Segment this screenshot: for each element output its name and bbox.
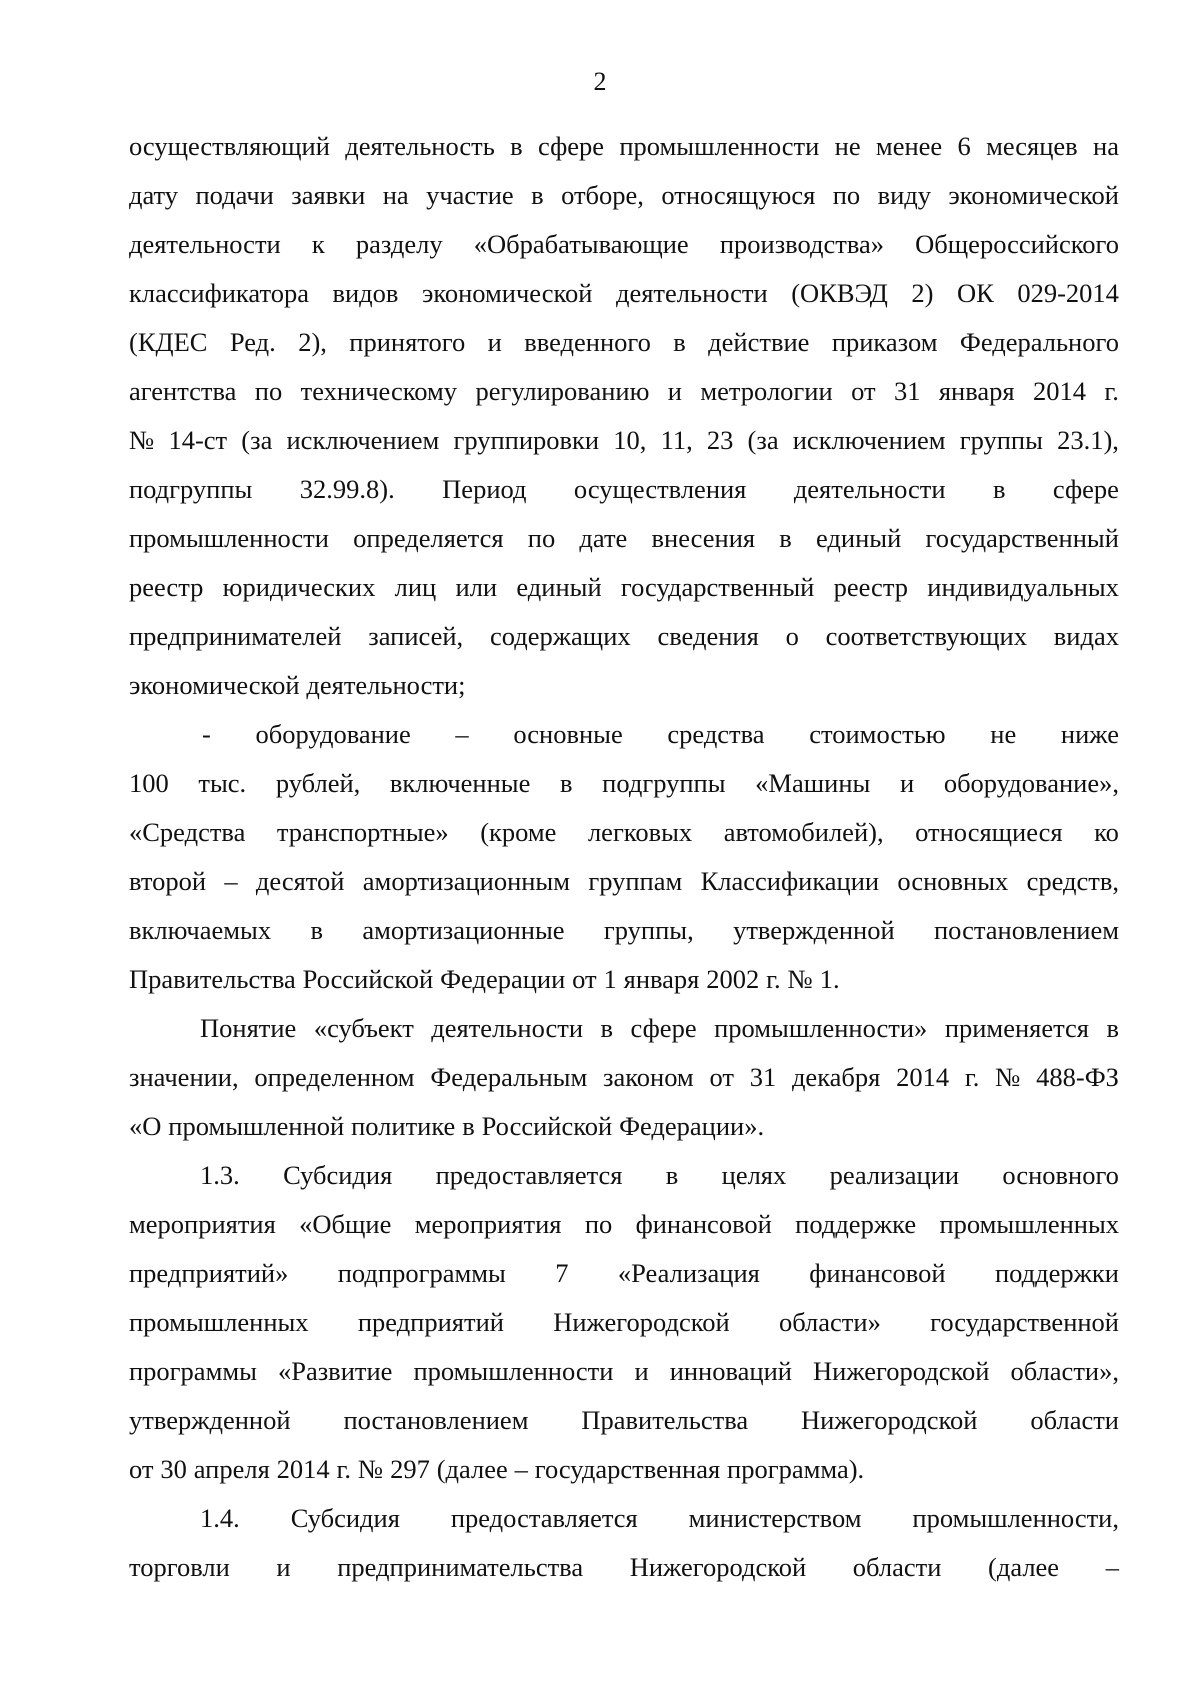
word: – [1105, 1552, 1119, 1582]
word: поддержки [994, 1258, 1119, 1288]
document-body [129, 122, 1119, 1592]
word: «Развитие [277, 1356, 393, 1386]
word: основного [1002, 1160, 1119, 1190]
word: предприятий [357, 1307, 504, 1337]
word: «Средства [129, 817, 246, 847]
word: деятельности [129, 229, 281, 259]
word: предоставляется [450, 1503, 638, 1533]
word: относящуюся [661, 180, 816, 210]
word: классификатора [129, 278, 309, 308]
word: соответствующих [825, 621, 1027, 651]
word: сфере [630, 1013, 697, 1043]
word: в [531, 180, 544, 210]
word: 11, [660, 425, 693, 455]
text-line [129, 1151, 1119, 1200]
word: 2014 [276, 1454, 330, 1484]
word: января [623, 964, 700, 994]
word: по [527, 523, 556, 553]
word: января [938, 376, 1015, 406]
word: Российской [481, 1111, 613, 1141]
word: и [487, 327, 502, 357]
text-line [129, 465, 1119, 514]
word: и [634, 1356, 649, 1386]
word: месяцев [986, 131, 1078, 161]
word: в [779, 523, 792, 553]
word: от [129, 1454, 154, 1484]
word: по [584, 1209, 613, 1239]
word: Российской [302, 964, 434, 994]
word: не [990, 719, 1017, 749]
word: подпрограммы [337, 1258, 506, 1288]
word: метрологии [700, 376, 833, 406]
word: финансовой [635, 1209, 772, 1239]
word: программа). [727, 1454, 865, 1484]
word: в [560, 768, 573, 798]
word: определенном [254, 1062, 415, 1092]
word: записей, [368, 621, 464, 651]
word: Федеральным [430, 1062, 588, 1092]
word: 30 [160, 1454, 187, 1484]
text-line [129, 857, 1119, 906]
word: юридических [222, 572, 376, 602]
word: второй [129, 866, 207, 896]
word: легковых [587, 817, 693, 847]
word: сведения [657, 621, 759, 651]
word: области», [1010, 1356, 1119, 1386]
word: деятельности [431, 1013, 583, 1043]
word: области [852, 1552, 942, 1582]
word: основные [513, 719, 623, 749]
word: осуществляющий [129, 131, 330, 161]
word: сфере [1052, 474, 1119, 504]
word: применяется [944, 1013, 1089, 1043]
word: «О [129, 1111, 162, 1141]
word: единый [816, 523, 902, 553]
word: виду [877, 180, 931, 210]
word: апреля [193, 1454, 270, 1484]
text-line [129, 955, 1119, 1004]
word: 23 [706, 425, 734, 455]
word: экономической [421, 278, 593, 308]
word: области» [778, 1307, 881, 1337]
word: по [254, 376, 283, 406]
word: утвержденной [129, 1405, 291, 1435]
word: «Обрабатывающие [473, 229, 689, 259]
word: промышленности [129, 523, 329, 553]
word: автомобилей), [723, 817, 884, 847]
word: Период [442, 474, 527, 504]
word: государственная [534, 1454, 721, 1484]
word: (за [241, 425, 273, 455]
word: «Общие [299, 1209, 392, 1239]
word: промышленных [129, 1307, 309, 1337]
word: Федерации». [619, 1111, 765, 1141]
word: Правительства [581, 1405, 749, 1435]
word: (ОКВЭД [791, 278, 888, 308]
word: и [667, 376, 682, 406]
word: № [357, 1454, 384, 1484]
word: торговли [129, 1552, 230, 1582]
page-number: 2 [593, 67, 607, 96]
word: рублей, [275, 768, 361, 798]
word: промышленности» [714, 1013, 928, 1043]
word: по [832, 180, 861, 210]
text-line [129, 1347, 1119, 1396]
word: заявки [291, 180, 366, 210]
word: политике [351, 1111, 456, 1141]
word: оборудование [255, 719, 411, 749]
word: приказом [831, 327, 938, 357]
word: осуществления [573, 474, 747, 504]
word: программы [129, 1356, 257, 1386]
text-line [129, 1053, 1119, 1102]
text-line [129, 1249, 1119, 1298]
word: Классификации [700, 866, 880, 896]
word: и [899, 768, 915, 798]
word: государственный [620, 572, 815, 602]
word: от [572, 964, 597, 994]
word: Ред. [229, 327, 276, 357]
word: 297 [390, 1454, 430, 1484]
word: значении, [129, 1062, 239, 1092]
word: 2014 [896, 1062, 950, 1092]
word: 7 [555, 1258, 569, 1288]
text-line [129, 1102, 1119, 1151]
word: подгруппы [129, 474, 253, 504]
word: средств, [1026, 866, 1119, 896]
word: (далее [988, 1552, 1060, 1582]
word: группам [588, 866, 683, 896]
word: в [673, 327, 686, 357]
word: и [276, 1552, 291, 1582]
word: 2), [298, 327, 327, 357]
word: дате [579, 523, 628, 553]
word: к [311, 229, 325, 259]
text-line [129, 710, 1119, 759]
word: Нижегородской [801, 1405, 978, 1435]
word: г. [766, 964, 781, 994]
text-line [129, 171, 1119, 220]
text-line [129, 318, 1119, 367]
word: постановлением [934, 915, 1119, 945]
text-line [129, 1298, 1119, 1347]
word: в [665, 1160, 679, 1190]
word: на [382, 180, 409, 210]
word: видах [1053, 621, 1119, 651]
word: или [455, 572, 498, 602]
word: промышленных [939, 1209, 1119, 1239]
word: 1.3. [200, 1160, 240, 1190]
word: не [834, 131, 861, 161]
word: постановлением [343, 1405, 529, 1435]
word: включенные [389, 768, 531, 798]
word: промышленной [168, 1111, 345, 1141]
word: Нижегородской [553, 1307, 730, 1337]
word: техническому [300, 376, 458, 406]
word: 23.1), [1057, 425, 1119, 455]
word: экономической [129, 670, 300, 700]
word: реестр [129, 572, 204, 602]
word: относящиеся [915, 817, 1063, 847]
word: (КДЕС [129, 327, 208, 357]
word: промышленности, [912, 1503, 1119, 1533]
word: № [995, 1062, 1021, 1092]
word: исключением [286, 425, 440, 455]
word: группы [959, 425, 1043, 455]
word: предпринимателей [129, 621, 342, 651]
word: Федерации [440, 964, 566, 994]
text-line [129, 1445, 1119, 1494]
word: ОК [956, 278, 994, 308]
word: Правительства [129, 964, 296, 994]
word: г. [964, 1062, 980, 1092]
word: г. [336, 1454, 352, 1484]
text-line [129, 906, 1119, 955]
word: Нижегородской [813, 1356, 990, 1386]
word: подгруппы [602, 768, 726, 798]
word: Нижегородской [629, 1552, 807, 1582]
word: амортизационным [362, 866, 571, 896]
word: Федерального [959, 327, 1119, 357]
word: ко [1094, 817, 1119, 847]
word: Общероссийского [915, 229, 1119, 259]
word: министерством [688, 1503, 862, 1533]
word: 100 [129, 768, 169, 798]
word: (далее [436, 1454, 508, 1484]
word: Понятие [200, 1013, 297, 1043]
word: производства» [719, 229, 884, 259]
word: ниже [1060, 719, 1119, 749]
word: Субсидия [290, 1503, 400, 1533]
text-line [129, 808, 1119, 857]
word: 488-ФЗ [1036, 1062, 1119, 1092]
word: реализации [829, 1160, 960, 1190]
word: тыс. [198, 768, 247, 798]
word: единый [516, 572, 602, 602]
word: деятельности; [306, 670, 466, 700]
word: Субсидия [283, 1160, 393, 1190]
word: (за [747, 425, 779, 455]
text-line [129, 563, 1119, 612]
word: группировки [453, 425, 600, 455]
word: отборе, [561, 180, 644, 210]
text-line [129, 612, 1119, 661]
word: 1. [819, 964, 840, 994]
word: агентства [129, 376, 237, 406]
word: менее [875, 131, 943, 161]
word: «субъект [313, 1013, 414, 1043]
word: 31 [893, 376, 921, 406]
word: введенного [524, 327, 651, 357]
word: предприятий» [129, 1258, 289, 1288]
word: стоимостью [809, 719, 946, 749]
word: основных [897, 866, 1009, 896]
word: (кроме [480, 817, 557, 847]
word: области [1030, 1405, 1119, 1435]
word: реестр [833, 572, 908, 602]
word: деятельность [345, 131, 495, 161]
word: утвержденной [733, 915, 895, 945]
text-line [129, 759, 1119, 808]
word: мероприятия [129, 1209, 276, 1239]
word: государственный [925, 523, 1119, 553]
word: – [455, 719, 469, 749]
text-line [129, 220, 1119, 269]
word: целях [721, 1160, 787, 1190]
word: видов [332, 278, 399, 308]
word: № [129, 425, 155, 455]
word: десятой [255, 866, 345, 896]
word: в [462, 1111, 475, 1141]
word: – [224, 866, 238, 896]
word: участие [426, 180, 514, 210]
word: декабря [791, 1062, 881, 1092]
word: г. [1104, 376, 1119, 406]
word: 1.4. [200, 1503, 240, 1533]
word: государственной [930, 1307, 1119, 1337]
word: исключением [792, 425, 946, 455]
word: содержащих [489, 621, 631, 651]
word: в [510, 131, 523, 161]
word: 14-ст [168, 425, 228, 455]
text-line [129, 661, 1119, 710]
word: средства [667, 719, 765, 749]
word: 029-2014 [1017, 278, 1119, 308]
text-line [129, 514, 1119, 563]
word: разделу [355, 229, 443, 259]
word: – [514, 1454, 528, 1484]
word: 2002 [706, 964, 760, 994]
word: промышленности [619, 131, 820, 161]
word: инноваций [669, 1356, 792, 1386]
word: транспортные» [276, 817, 449, 847]
word: 6 [957, 131, 971, 161]
word: 10, [613, 425, 647, 455]
word: о [785, 621, 799, 651]
word: от [709, 1062, 734, 1092]
word: промышленности [413, 1356, 614, 1386]
word: регулированию [475, 376, 650, 406]
word: деятельности [793, 474, 946, 504]
word: принятого [349, 327, 466, 357]
word: поддержке [795, 1209, 917, 1239]
word: на [1093, 131, 1119, 161]
text-line [129, 1004, 1119, 1053]
word: дату [129, 180, 179, 210]
word: оборудование», [943, 768, 1119, 798]
word: деятельности [615, 278, 768, 308]
word: «Реализация [617, 1258, 760, 1288]
word: группы, [603, 915, 694, 945]
word: в [1106, 1013, 1119, 1043]
word: лиц [394, 572, 437, 602]
text-line [129, 367, 1119, 416]
word: индивидуальных [927, 572, 1119, 602]
word: 1 [603, 964, 617, 994]
word: в [310, 915, 323, 945]
word: 2) [911, 278, 934, 308]
text-line [129, 416, 1119, 465]
text-line [129, 1396, 1119, 1445]
word: предоставляется [435, 1160, 623, 1190]
word: 31 [749, 1062, 777, 1092]
word: предпринимательства [337, 1552, 584, 1582]
word: «Машины [755, 768, 871, 798]
word: подачи [195, 180, 274, 210]
word: № [787, 964, 813, 994]
word: финансовой [809, 1258, 946, 1288]
text-line [129, 1543, 1119, 1592]
word: экономической [948, 180, 1119, 210]
word: 2014 [1032, 376, 1086, 406]
word: определяется [353, 523, 504, 553]
text-line [129, 269, 1119, 318]
word: в [992, 474, 1006, 504]
word: амортизационные [362, 915, 565, 945]
word: законом [603, 1062, 694, 1092]
text-line [129, 1494, 1119, 1543]
word: включаемых [129, 915, 272, 945]
word: сфере [538, 131, 605, 161]
text-line [129, 122, 1119, 171]
word: в [600, 1013, 614, 1043]
word: - [202, 719, 211, 749]
word: действие [708, 327, 810, 357]
text-line [129, 1200, 1119, 1249]
word: от [851, 376, 876, 406]
word: внесения [651, 523, 756, 553]
word: мероприятия [414, 1209, 562, 1239]
word: 32.99.8). [299, 474, 395, 504]
